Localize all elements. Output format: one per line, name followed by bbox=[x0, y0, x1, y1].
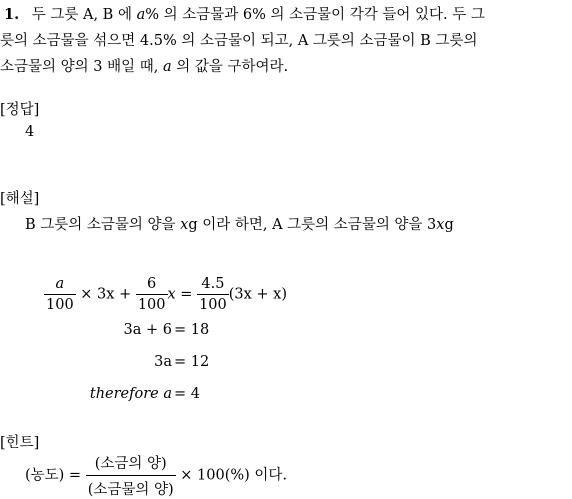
fraction-numerator: 4.5 bbox=[201, 276, 225, 292]
fraction-a-over-100 bbox=[44, 276, 76, 313]
variable-x: x bbox=[436, 217, 445, 233]
fraction-denominator: 100 bbox=[197, 294, 229, 313]
fraction-numerator: a bbox=[55, 276, 65, 292]
answer-value: 4 bbox=[25, 124, 35, 140]
problem-line-3 bbox=[0, 55, 288, 76]
equation-4-rhs: = 4 bbox=[174, 386, 200, 402]
answer-heading: [정답] bbox=[0, 102, 40, 118]
fraction-numerator: 6 bbox=[147, 276, 157, 292]
fraction-denominator: 100 bbox=[44, 294, 76, 313]
fraction-4-5-over-100 bbox=[197, 276, 229, 313]
hint-lhs: (농도) = bbox=[25, 467, 86, 484]
variable-a: a bbox=[162, 59, 172, 75]
problem-text-1b: % 의 소금물과 6% 의 소금물이 각각 들어 있다. 두 그 bbox=[145, 7, 485, 23]
variable-a: a bbox=[136, 7, 146, 23]
problem-line-2 bbox=[0, 29, 477, 50]
fraction-6-over-100 bbox=[136, 276, 168, 313]
hint-formula bbox=[25, 452, 287, 499]
equation-2-rhs: = 18 bbox=[174, 322, 210, 338]
fraction-numerator: (소금의 양) bbox=[94, 456, 167, 472]
equation-1-after: x = bbox=[167, 286, 198, 303]
solution-heading: [해설] bbox=[0, 191, 40, 207]
fraction-denominator: (소금물의 양) bbox=[86, 475, 176, 499]
variable-x: x bbox=[180, 217, 189, 233]
solution-text-c: g bbox=[444, 217, 454, 233]
problem-text-1a: 두 그릇 A, B 에 bbox=[31, 7, 132, 23]
hint-tail: × 100(%) 이다. bbox=[180, 467, 288, 484]
concentration-fraction bbox=[86, 452, 176, 499]
fraction-denominator: 100 bbox=[136, 294, 168, 313]
equation-3-rhs: = 12 bbox=[174, 354, 210, 370]
problem-text-3b: 의 값을 구하여라. bbox=[176, 59, 289, 75]
problem-number: 1. bbox=[4, 6, 20, 23]
equation-4-lhs: therefore a bbox=[89, 386, 172, 402]
solution-text-a: B 그릇의 소금물의 양을 bbox=[25, 217, 176, 233]
problem-text-2: 릇의 소금물을 섞으면 4.5% 의 소금물이 되고, A 그릇의 소금물이 B 그릇의 bbox=[0, 33, 478, 49]
hint-heading: [힌트] bbox=[0, 435, 40, 451]
equation-1-mid: × 3x + bbox=[80, 286, 132, 303]
equation-1 bbox=[44, 276, 287, 313]
equation-3-lhs: 3a bbox=[154, 354, 172, 370]
problem-line-1 bbox=[4, 3, 485, 24]
solution-text bbox=[25, 213, 454, 234]
solution-text-b: g 이라 하면, A 그릇의 소금물의 양을 3 bbox=[188, 217, 437, 233]
equation-2-lhs: 3a + 6 bbox=[123, 322, 172, 338]
problem-text-3a: 소금물의 양의 3 배일 때, bbox=[0, 59, 159, 75]
equation-1-tail: (3x + x) bbox=[228, 286, 288, 303]
